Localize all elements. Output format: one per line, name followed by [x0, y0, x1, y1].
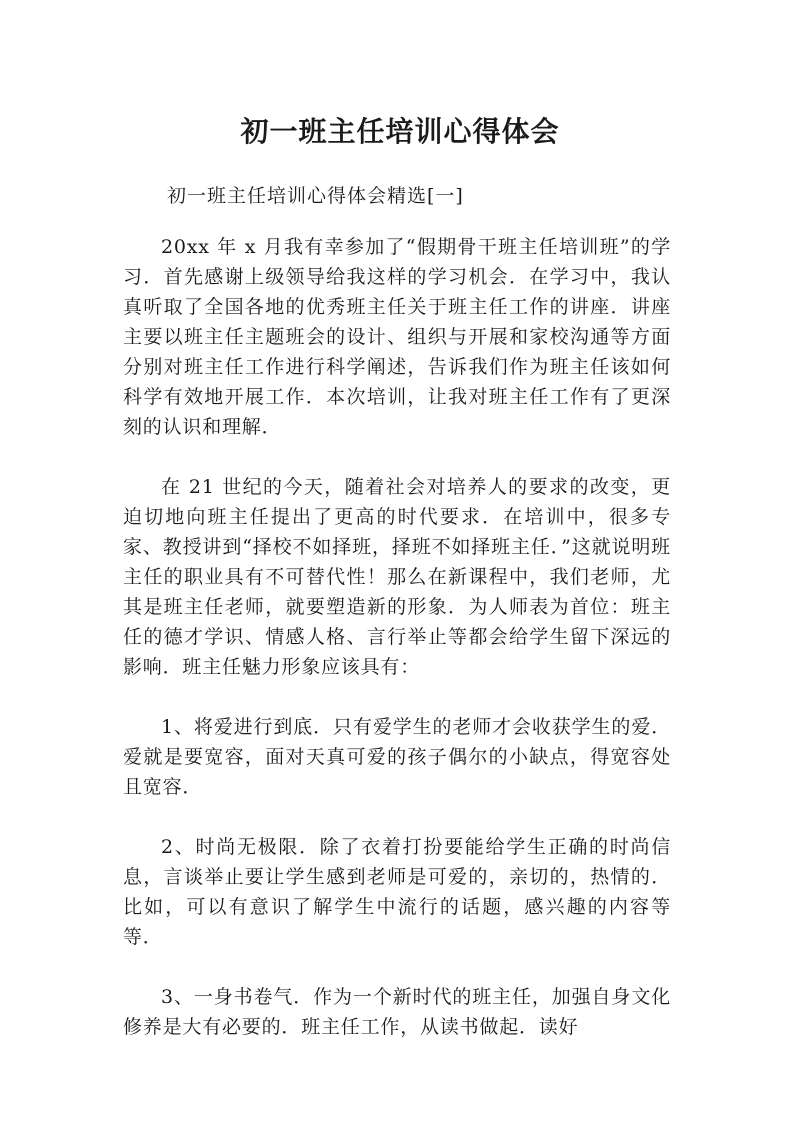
paragraph-era-requirements: 在 21 世纪的今天，随着社会对培养人的要求的改变，更迫切地向班主任提出了更高的时代要求．在培训中，很多专家、教授讲到“择校不如择班，择班不如择班主任．”这就说明班主任的职业具有不可替代性！那么在新课程中，我们老师，尤其是班主任老师，就要塑造新的形象．为人师表为首位：班主任的德才学识、情感人格、言行举止等都会给学生留下深远的影响．班主任魅力形象应该具有：: [123, 476, 671, 678]
paragraph-point-3: 3、一身书卷气．作为一个新时代的班主任，加强自身文化修养是大有必要的．班主任工作，从读书做起．读好: [123, 986, 671, 1038]
paragraph-intro: 20xx 年 x 月我有幸参加了“假期骨干班主任培训班”的学习．首先感谢上级领导给我这样的学习机会．在学习中，我认真听取了全国各地的优秀班主任关于班主任工作的讲座．讲座主要以班主任主题班会的设计、组织与开展和家校沟通等方面分别对班主任工作进行科学阐述，告诉我们作为班主任该如何科学有效地开展工作．本次培训，让我对班主任工作有了更深刻的认识和理解．: [123, 236, 671, 438]
document-subtitle: 初一班主任培训心得体会精选[一]: [167, 185, 464, 207]
paragraph-point-1: 1、将爱进行到底．只有爱学生的老师才会收获学生的爱．爱就是要宽容，面对天真可爱的孩子偶尔的小缺点，得宽容处且宽容．: [123, 716, 671, 798]
document-body: [123, 232, 671, 1072]
document-title: 初一班主任培训心得体会: [240, 115, 560, 148]
paragraph-point-2: 2、时尚无极限．除了衣着打扮要能给学生正确的时尚信息，言谈举止要让学生感到老师是可爱的，亲切的，热情的．比如，可以有意识了解学生中流行的话题，感兴趣的内容等等．: [123, 836, 671, 948]
